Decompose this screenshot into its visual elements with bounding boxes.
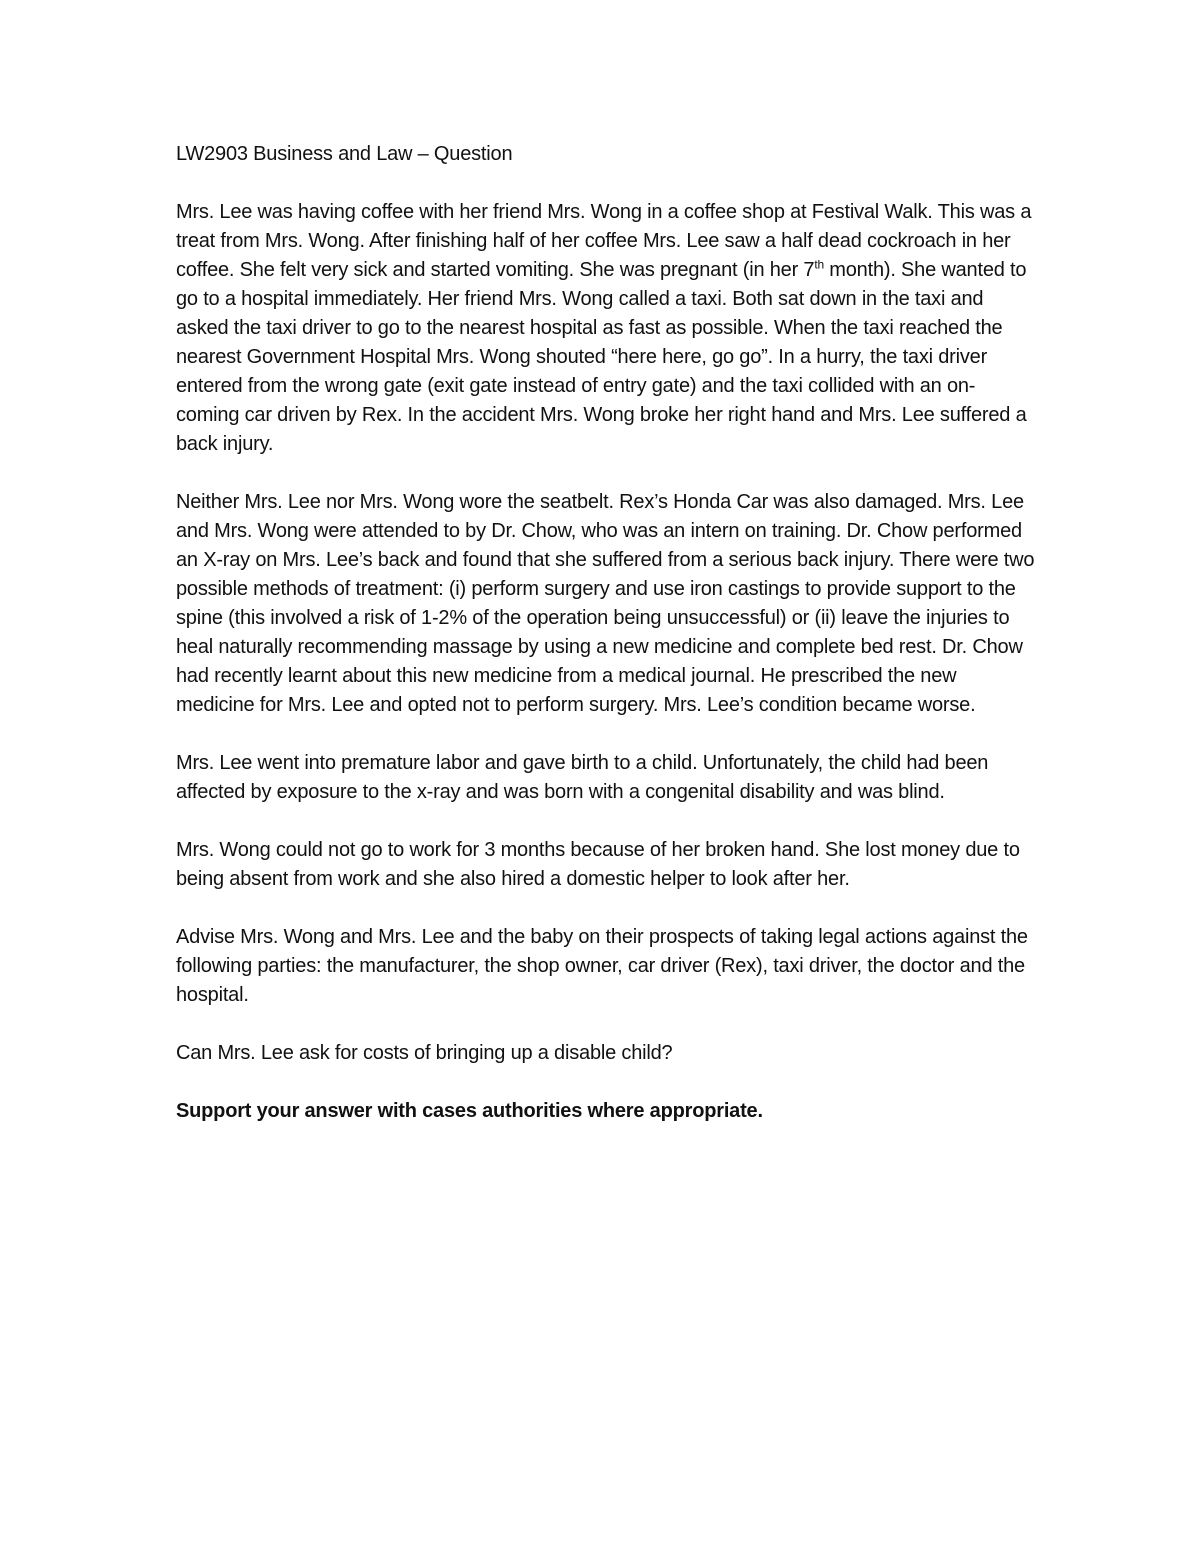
paragraph-birth: Mrs. Lee went into premature labor and gave birth to a child. Unfortunately, the child had been affected by exposure to the x-ray and was born with a congenital disability and was blind. (176, 752, 989, 803)
paragraph-loss: Mrs. Wong could not go to work for 3 months because of her broken hand. She lost money due to being absent from work and she also hired a domestic helper to look after her. (176, 839, 1020, 890)
document-title: LW2903 Business and Law – Question (176, 143, 513, 165)
paragraph-costs-question: Can Mrs. Lee ask for costs of bringing up a disable child? (176, 1042, 673, 1064)
document-body (176, 140, 1036, 1155)
paragraph-treatment: Neither Mrs. Lee nor Mrs. Wong wore the seatbelt. Rex’s Honda Car was also damaged. Mrs. Lee and Mrs. Wong were attended to by Dr. Chow, who was an intern on training. Dr. Chow performed an X-ray on Mrs. Lee’s back and found that she suffered from a serious back injury. There were two possible methods of treatment: (i) perform surgery and use iron castings to provide support to the spine (this involved a risk of 1-2% of the operation being unsuccessful) or (ii) leave the injuries to heal naturally recommending massage by using a new medicine and complete bed rest. Dr. Chow had recently learnt about this new medicine from a medical journal. He prescribed the new medicine for Mrs. Lee and opted not to perform surgery. Mrs. Lee’s condition became worse. (176, 491, 1035, 716)
paragraph-facts-part1: Mrs. Lee was having coffee with her friend Mrs. Wong in a coffee shop at Festival Walk. This was a treat from Mrs. Wong. After finishing half of her coffee Mrs. Lee saw a half dead cockroach in her coffee. She felt very sick and started vomiting. She was pregnant (in her 7 (176, 201, 1032, 281)
paragraph-advise: Advise Mrs. Wong and Mrs. Lee and the baby on their prospects of taking legal actions against the following parties: the manufacturer, the shop owner, car driver (Rex), taxi driver, the doctor and the hospital. (176, 926, 1028, 1006)
paragraph-facts-part2: month). She wanted to go to a hospital immediately. Her friend Mrs. Wong called a taxi. Both sat down in the taxi and asked the taxi driver to go to the nearest hospital as fast as possible. When the taxi reached the nearest Government Hospital Mrs. Wong shouted “here here, go go”. In a hurry, the taxi driver entered from the wrong gate (exit gate instead of entry gate) and the taxi collided with an on-coming car driven by Rex. In the accident Mrs. Wong broke her right hand and Mrs. Lee suffered a back injury. (176, 259, 1027, 455)
paragraph-instruction: Support your answer with cases authorities where appropriate. (176, 1100, 763, 1122)
paragraph-facts (176, 198, 1036, 459)
ordinal-superscript: th (814, 257, 824, 272)
